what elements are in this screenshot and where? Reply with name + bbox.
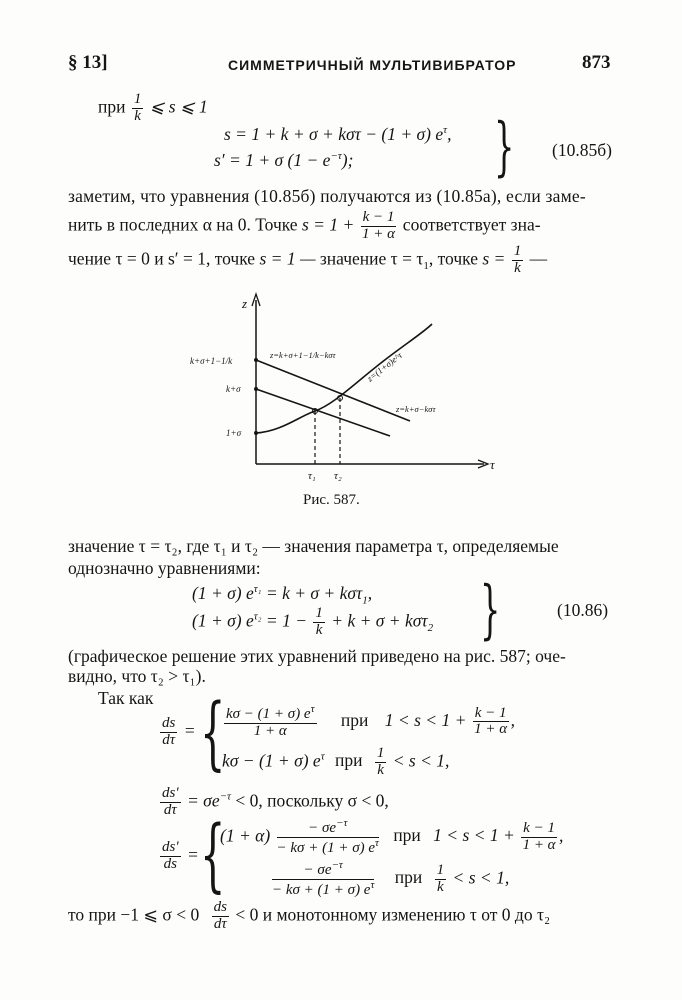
x-tick-tau1: τ₁ bbox=[308, 470, 316, 482]
y-tick-top: k+σ+1−1/k bbox=[190, 356, 233, 366]
equation-tau2: (1 + σ) $e^{\tau_2} = 1$ − $\frac{1}{k}$ + k + σ + kστ$_2$ bbox=[192, 605, 434, 638]
case-2: $\frac{- \sigma e^{-\tau}}{- k\sigma + (1 + \sigma) e^\tau}$ при $\frac{1}{k}$ < s < 1, bbox=[272, 859, 510, 898]
fraction-1-over-k: $\frac{1}{k}$ bbox=[315, 605, 323, 638]
equation-number-10-85b: (10.85б) bbox=[552, 140, 612, 160]
text-line: заметим, что уравнения (10.85б) получаются из (10.85а), если заме- bbox=[68, 186, 586, 206]
equation-s-prime: s′ = 1 + σ $(1 - e^{-\tau})$; bbox=[214, 150, 354, 170]
running-title: СИММЕТРИЧНЫЙ МУЛЬТИВИБРАТОР bbox=[228, 57, 517, 73]
left-brace: { bbox=[200, 808, 226, 901]
point-mid bbox=[254, 387, 258, 391]
label-exp-curve: z=(1+σ)e^τ bbox=[365, 350, 405, 384]
text-line: однозначно уравнениями: bbox=[68, 558, 261, 578]
case-1: $\frac{k\sigma - (1 + \sigma) e^\tau}{1 + \alpha}$ при 1 < s < 1 + $\frac{k - 1}{1 + \alpha}$ , bbox=[226, 703, 515, 739]
y-tick-bottom: 1+σ bbox=[226, 428, 242, 438]
case-1: (1 + α) $\frac{- \sigma e^{-\tau}}{- k\sigma + (1 + \sigma) e^\tau}$ при 1 < s < 1 + $\frac{k - 1}{1 + \alpha}$ , bbox=[220, 817, 564, 856]
case-2: kσ − (1 + σ) $e^\tau$ при $\frac{1}{k}$ < s < 1, bbox=[222, 745, 450, 778]
condition-range: ⩽ s ⩽ 1 bbox=[149, 96, 208, 117]
equation-tau1: (1 + σ) $e^{\tau_1} = k + \sigma + k\sigma\tau_1$, bbox=[192, 583, 373, 607]
label-upper-line: z=k+σ+1−1/k−kστ bbox=[270, 350, 336, 360]
right-brace: } bbox=[494, 110, 515, 184]
section-marker: § 13] bbox=[68, 52, 108, 73]
x-tick-tau2: τ₂ bbox=[334, 470, 342, 482]
text-line: видно, что τ₂ > τ₁). bbox=[68, 666, 206, 686]
fraction-1-over-k: $\frac{1}{k}$ bbox=[513, 243, 522, 276]
point-bottom bbox=[254, 431, 258, 435]
right-brace: } bbox=[480, 573, 501, 647]
y-axis-label: z bbox=[242, 296, 248, 311]
equation-s: s = 1 + k + σ + kστ − (1 + σ) $e^\tau$, bbox=[224, 124, 452, 144]
ds-prime-dtau: $\frac{ds'}{d\tau}$ = $\sigma e^{-\tau} < 0$, поскольку σ < 0, bbox=[162, 785, 389, 818]
page-number: 873 bbox=[582, 52, 611, 73]
y-tick-mid: k+σ bbox=[226, 384, 241, 394]
fraction-k-minus-1: $\frac{k - 1}{1 + \alpha}$ bbox=[362, 209, 396, 242]
fraction-1-over-k: $\frac{1}{k}$ bbox=[133, 91, 142, 124]
text-line: Так как bbox=[98, 688, 154, 708]
ds-prime-ds-lhs: $\frac{ds'}{ds}$ = bbox=[162, 839, 199, 872]
text-line: значение τ = τ₂, где τ₁ и τ₂ — значения параметра τ, определяемые bbox=[68, 536, 559, 556]
condition-prefix: при bbox=[98, 96, 126, 117]
text-line: чение τ = 0 и s′ = 1, точке s = 1 — значение $\tau = \tau_1$, точке s = $\frac{1}{k}$ — bbox=[68, 243, 548, 276]
text-line: нить в последних α на 0. Точке s = 1 + $\frac{k - 1}{1 + \alpha}$ соответствует зна- bbox=[68, 209, 541, 242]
text-line: то при −1 ⩽ σ < 0 $\frac{ds}{d\tau}$ < 0 и монотонному изменению τ от 0 до τ₂ bbox=[68, 899, 551, 932]
left-brace: { bbox=[200, 686, 226, 779]
condition-line bbox=[98, 92, 208, 125]
point-top bbox=[254, 358, 258, 362]
exp-curve bbox=[256, 324, 432, 433]
ds-dtau-lhs: $\frac{ds}{d\tau}$ = bbox=[162, 715, 196, 748]
figure-587 bbox=[190, 286, 510, 486]
x-axis-label: τ bbox=[490, 457, 495, 472]
equation-number-10-86: (10.86) bbox=[557, 600, 609, 620]
text-line: (графическое решение этих уравнений приведено на рис. 587; оче- bbox=[68, 646, 566, 666]
figure-caption: Рис. 587. bbox=[303, 492, 360, 508]
label-lower-line: z=k+σ−kστ bbox=[396, 404, 436, 414]
